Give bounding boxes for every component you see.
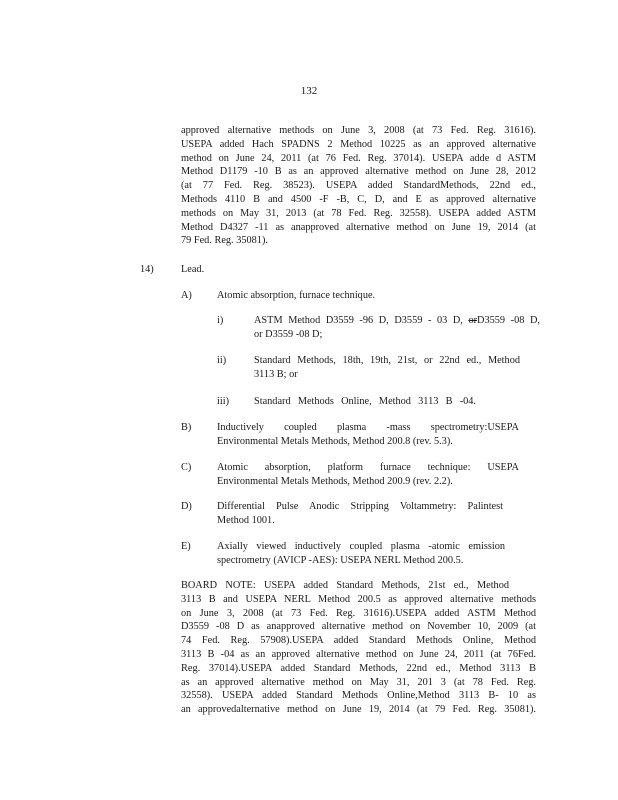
text-line: spectrometry (AVICP -AES): USEPA NERL Method 200.5. [217,554,464,566]
subitem-label: B) [181,422,192,433]
continuation-paragraph [181,124,536,248]
text-line: 32558). USEPA added Standard Methods Online,Method 3113 B- 10 as [181,690,536,702]
subsubitem-label: ii) [217,355,227,366]
text-line: Method D4327 -11 as anapproved alternative method on June 19, 2014 (at [181,221,536,233]
text-line: 3113 B; or [254,368,298,380]
subitem-label: A) [181,290,192,301]
subitem-text [217,461,519,489]
subsubitem-text [254,314,540,342]
subitem-text: Atomic absorption, furnace technique. [217,290,376,301]
subsubitem-label: iii) [217,396,230,407]
text-line: 79 Fed. Reg. 35081). [181,235,268,247]
text-line [254,314,540,328]
text-line: Axially viewed inductively coupled plasma -atomic emission [217,541,505,552]
subitem-text [217,500,503,528]
text-line: 3113 B -04 as an approved alternative method on June 24, 2011 (at 76Fed. [181,648,536,660]
text-line: (at 77 Fed. Reg. 38523). USEPA added StandardMethods, 22nd ed., [181,180,536,192]
subsubitem-label: i) [217,315,224,326]
text-line: BOARD NOTE: USEPA added Standard Methods, 21st ed., Method [181,580,509,591]
text-line: on June 3, 2008 (at 73 Fed. Reg. 31616).USEPA added ASTM Method [181,607,536,619]
struck-text: or [468,315,478,326]
text-line: 3113 B and USEPA NERL Method 200.5 as approved alternative methods [181,593,536,605]
subsubitem-text [254,354,520,382]
text-line: Method D1179 -10 B as an approved alternative method on June 28, 2012 [181,166,536,178]
text-fragment: D3559 -08 D, [477,315,540,326]
board-note [181,579,536,717]
item-number: 14) [140,264,154,275]
text-line: Reg. 37014).USEPA added Standard Methods, 22nd ed., Method 3113 B [181,662,536,674]
text-line: an approvedalternative method on June 19, 2014 (at 79 Fed. Reg. 35081). [181,704,536,716]
page-number: 132 [300,85,318,97]
text-line: approved alternative methods on June 3, 2008 (at 73 Fed. Reg. 31616). [181,125,536,136]
text-line: method on June 24, 2011 (at 76 Fed. Reg. 37014). USEPA adde d ASTM [181,152,536,164]
subitem-label: E) [181,541,191,552]
text-line: Differential Pulse Anodic Stripping Voltammetry: Palintest [217,501,503,512]
subitem-label: C) [181,462,192,473]
text-line: Environmental Metals Methods, Method 200.9 (rev. 2.2). [217,475,453,487]
text-line: D3559 -08 D as anapproved alternative method on November 10, 2009 (at [181,621,536,633]
text-line: USEPA added Hach SPADNS 2 Method 10225 as an approved alternative [181,138,536,150]
text-line: Method 1001. [217,514,275,526]
text-line: Standard Methods, 18th, 19th, 21st, or 22nd ed., Method [254,355,520,366]
text-fragment: ASTM Method D3559 -96 D, D3559 - 03 D, [254,315,463,326]
subitem-text [217,540,505,568]
text-line: as an approved alternative method on May 31, 201 3 (at 78 Fed. Reg. [181,676,536,688]
subitem-text [217,421,519,449]
text-line: Environmental Metals Methods, Method 200.8 (rev. 5.3). [217,435,453,447]
subsubitem-text [254,395,476,409]
text-line: Standard Methods Online, Method 3113 B -04. [254,396,476,407]
subitem-label: D) [181,501,192,512]
text-line: methods on May 31, 2013 (at 78 Fed. Reg. 32558). USEPA added ASTM [181,207,536,219]
text-line: Methods 4110 B and 4500 -F -B, C, D, and E as approved alternative [181,193,536,205]
text-line: Inductively coupled plasma -mass spectrometry:USEPA [217,422,519,433]
text-line: or D3559 -08 D; [254,328,323,340]
text-line: Atomic absorption, platform furnace technique: USEPA [217,462,519,473]
text-line: 74 Fed. Reg. 57908).USEPA added Standard Methods Online, Method [181,635,536,647]
item-title: Lead. [181,264,205,275]
